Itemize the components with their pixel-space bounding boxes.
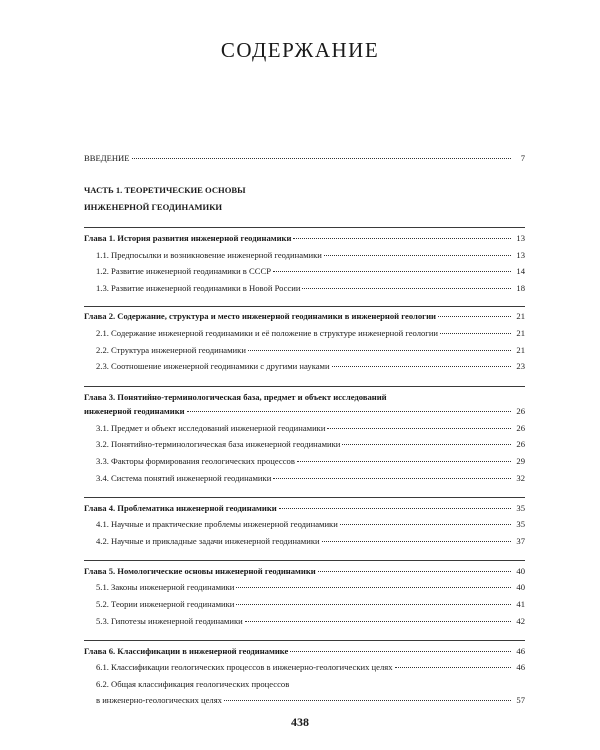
toc-label: 5.1. Законы инженерной геодинамики	[96, 582, 235, 592]
dot-leader	[279, 508, 511, 509]
toc-section-5-2[interactable]	[96, 599, 525, 610]
toc-page: 13	[516, 250, 525, 260]
dot-leader	[273, 478, 511, 479]
toc-section-6-2-line-1[interactable]: 6.2. Общая классификация геологических процессов	[96, 679, 290, 689]
toc-page: 57	[516, 695, 525, 705]
toc-chapter-5[interactable]	[84, 566, 525, 577]
dot-leader	[440, 333, 511, 334]
toc-page: 21	[516, 311, 525, 321]
toc-section-2-1[interactable]	[96, 328, 525, 339]
toc-label: 3.4. Система понятий инженерной геодинамики	[96, 473, 272, 483]
toc-section-5-3[interactable]	[96, 616, 525, 627]
toc-label: 3.1. Предмет и объект исследований инженерной геодинамики	[96, 423, 326, 433]
toc-section-6-1[interactable]	[96, 662, 525, 673]
toc-chapter-3[interactable]	[84, 406, 525, 417]
dot-leader	[236, 587, 511, 588]
toc-label: 3.2. Понятийно-терминологическая база инженерной геодинамики	[96, 439, 341, 449]
dot-leader	[236, 604, 511, 605]
dot-leader	[322, 541, 511, 542]
toc-page: 35	[516, 503, 525, 513]
dot-leader	[302, 288, 511, 289]
dot-leader	[187, 411, 511, 412]
toc-entry-intro[interactable]	[84, 153, 525, 164]
toc-section-2-3[interactable]	[96, 361, 525, 372]
toc-label: Глава 4. Проблематика инженерной геодинамики	[84, 503, 277, 513]
toc-label: 1.1. Предпосылки и возникновение инженерной геодинамики	[96, 250, 322, 260]
toc-page: 21	[516, 328, 525, 338]
toc-label: 4.1. Научные и практические проблемы инженерной геодинамики	[96, 519, 338, 529]
toc-section-1-2[interactable]	[96, 266, 525, 277]
toc-chapter-6[interactable]	[84, 646, 525, 657]
toc-section-3-4[interactable]	[96, 473, 525, 484]
part-heading-line-1: ЧАСТЬ 1. ТЕОРЕТИЧЕСКИЕ ОСНОВЫ	[84, 185, 246, 195]
dot-leader	[324, 255, 511, 256]
toc-page: 42	[516, 616, 525, 626]
chapter-separator	[84, 386, 525, 387]
toc-label: 4.2. Научные и прикладные задачи инженерной геодинамики	[96, 536, 320, 546]
dot-leader	[342, 444, 511, 445]
toc-section-3-3[interactable]	[96, 456, 525, 467]
toc-page: 37	[516, 536, 525, 546]
toc-page: 41	[516, 599, 525, 609]
toc-page: 46	[516, 662, 525, 672]
toc-label: 1.2. Развитие инженерной геодинамики в СССР	[96, 266, 271, 276]
toc-page: 13	[516, 233, 525, 243]
toc-chapter-4[interactable]	[84, 503, 525, 514]
toc-chapter-3-line-1[interactable]: Глава 3. Понятийно-терминологическая база, предмет и объект исследований	[84, 392, 387, 402]
toc-section-5-1[interactable]	[96, 582, 525, 593]
toc-page: 32	[516, 473, 525, 483]
toc-page: 21	[516, 345, 525, 355]
toc-label: ВВЕДЕНИЕ	[84, 153, 130, 163]
dot-leader	[293, 238, 511, 239]
page-title: СОДЕРЖАНИЕ	[220, 38, 380, 62]
dot-leader	[340, 524, 511, 525]
dot-leader	[224, 700, 511, 701]
toc-section-1-3[interactable]	[96, 283, 525, 294]
toc-label: 2.1. Содержание инженерной геодинамики и её положение в структуре инженерной геологии	[96, 328, 439, 338]
toc-label: инженерной геодинамики	[84, 406, 185, 416]
toc-page: 35	[516, 519, 525, 529]
toc-page: 7	[520, 153, 525, 163]
toc-page: 26	[516, 439, 525, 449]
toc-label: в инженерно-геологических целях	[96, 695, 222, 705]
toc-label: Глава 1. История развития инженерной геодинамики	[84, 233, 292, 243]
toc-label: 2.2. Структура инженерной геодинамики	[96, 345, 246, 355]
toc-label: Глава 5. Номологические основы инженерной геодинамики	[84, 566, 316, 576]
part-heading-line-2: ИНЖЕНЕРНОЙ ГЕОДИНАМИКИ	[84, 202, 223, 212]
toc-page: 26	[516, 423, 525, 433]
toc-page: 14	[516, 266, 525, 276]
toc-label: 5.3. Гипотезы инженерной геодинамики	[96, 616, 243, 626]
toc-section-1-1[interactable]	[96, 250, 525, 261]
chapter-separator	[84, 640, 525, 641]
toc-label: 6.1. Классификации геологических процессов в инженерно-геологических целях	[96, 662, 393, 672]
chapter-separator	[84, 306, 525, 307]
dot-leader	[438, 316, 511, 317]
dot-leader	[290, 651, 511, 652]
toc-label: 3.3. Факторы формирования геологических процессов	[96, 456, 295, 466]
dot-leader	[248, 350, 511, 351]
chapter-separator	[84, 497, 525, 498]
dot-leader	[332, 366, 511, 367]
dot-leader	[132, 158, 512, 159]
toc-section-2-2[interactable]	[96, 345, 525, 356]
toc-page: 26	[516, 406, 525, 416]
toc-label: 1.3. Развитие инженерной геодинамики в Новой России	[96, 283, 301, 293]
dot-leader	[327, 428, 511, 429]
dot-leader	[245, 621, 511, 622]
toc-label: 5.2. Теории инженерной геодинамики	[96, 599, 235, 609]
dot-leader	[395, 667, 512, 668]
toc-section-4-1[interactable]	[96, 519, 525, 530]
toc-chapter-2[interactable]	[84, 311, 525, 322]
dot-leader	[273, 271, 511, 272]
toc-page: 18	[516, 283, 525, 293]
toc-section-4-2[interactable]	[96, 536, 525, 547]
dot-leader	[297, 461, 511, 462]
toc-label: Глава 6. Классификации в инженерной геодинамике	[84, 646, 289, 656]
toc-chapter-1[interactable]	[84, 233, 525, 244]
toc-label: Глава 2. Содержание, структура и место инженерной геодинамики в инженерной геологии	[84, 311, 436, 321]
toc-page: 29	[516, 456, 525, 466]
toc-section-3-2[interactable]	[96, 439, 525, 450]
toc-label: 2.3. Соотношение инженерной геодинамики с другими науками	[96, 361, 330, 371]
toc-section-6-2[interactable]	[96, 695, 525, 706]
chapter-separator	[84, 227, 525, 228]
page-number: 438	[291, 715, 309, 729]
toc-page: 23	[516, 361, 525, 371]
toc-page: 40	[516, 582, 525, 592]
chapter-separator	[84, 560, 525, 561]
dot-leader	[318, 571, 511, 572]
toc-page: 40	[516, 566, 525, 576]
toc-page: 46	[516, 646, 525, 656]
toc-section-3-1[interactable]	[96, 423, 525, 434]
